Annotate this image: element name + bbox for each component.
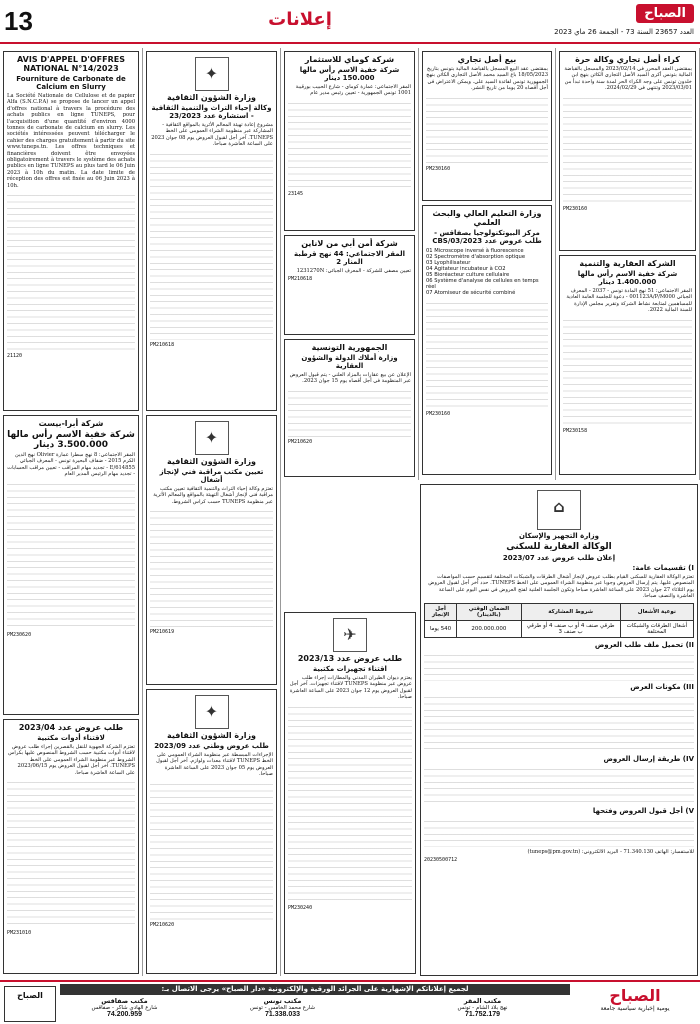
ministry-name: وزارة التجهيز والإسكان: [518, 532, 600, 540]
ad-ref: PM210619: [150, 629, 175, 636]
section-heading: V) أجل قبول العروض وفتحها: [592, 806, 694, 815]
ad-appel-offres-fr: [3, 51, 139, 411]
table-header-row: [425, 603, 694, 620]
ad-housing-agency: [420, 484, 698, 976]
ad-text-block: [424, 765, 694, 805]
ad-ref: PM230160: [426, 411, 451, 417]
ad-title: الجمهورية التونسية: [311, 343, 388, 352]
page-footer: [0, 980, 700, 1024]
office-sfax: [62, 997, 187, 1018]
ad-subtitle: لاقتناء أدوات مكتبية: [37, 734, 105, 742]
office-address: شارع محمد الخامس - تونس: [249, 1005, 316, 1011]
list-item: 05 Bioréacteur culture cellulaire: [426, 272, 510, 278]
ad-subtitle: المقر الاجتماعي: 44 نهج قرطبة المنار 2: [293, 250, 406, 266]
brand-tagline: يومية إخبارية سياسية جامعة: [600, 1005, 670, 1012]
ad-body: المقر الاجتماعي: عمارة كوماي - شارع الحبيب بورقيبة 1001 تونس الجمهورية - تعيين رئيس مدير عام: [295, 84, 411, 97]
list-item: 07 Atomiseur de sécurité combiné: [426, 290, 516, 296]
office-name: مكتب صفاقس: [101, 997, 148, 1005]
ad-body: La Société Nationale de Cellulose et de papier Alfa (S.N.C.P.A) se propose de lancer un appel d'offres national à travers la procédure des achats publics en ligne TUNEPS, pour l'acquisition d'une quantité d'environ 4000 tonnes de carbonate de calcium en slurry. Les sociétés intéressées peuvent télécharger le cahier des charges gratuitement à partir du site www.tuneps.tn. Les offres techniques et financières doivent être envoyées obligatoirement à travers le système des achats publics en ligne TUNEPS au plus tard le 06 Juin 2023 à 10h du matin. La date limite de réception des offres est fixée au 06 Juin 2023 à 10h.: [7, 93, 135, 189]
office-address: نهج بلاد الشام - تونس: [457, 1005, 508, 1011]
ad-title: طلب عروض عدد 2023/13: [297, 654, 403, 663]
section-heading: IV) طريقة إرسال العروض: [603, 754, 694, 763]
table-header-cell: الضمان الوقتي (بالدينار): [457, 603, 521, 620]
ad-text-block: [563, 316, 692, 426]
ad-text-block: [424, 651, 694, 681]
ad-ref: PM231010: [7, 930, 32, 937]
ad-subtitle: شركة خفية الاسم رأس مالها 1.400.000 دينار: [577, 270, 678, 286]
ad-ref: 20230500712: [424, 857, 458, 864]
office-address: شارع الهادي شاكر - صفاقس: [91, 1005, 158, 1011]
ad-ref: 21120: [7, 353, 23, 360]
ad-state-property: [284, 339, 415, 477]
ad-text-block: [424, 693, 694, 753]
column-5: [556, 48, 700, 480]
column-1: [0, 48, 143, 976]
ad-company-notice: [3, 415, 139, 715]
table-cell: 200.000.000: [457, 620, 521, 637]
ad-body: الإجراءات المبسطة عبر منظومة الشراء العمومي على الخط TUNEPS لاقتناء معدات ولوازم. آخر أجل لقبول العروض يوم 05 جوان 2023 على الساعة العاشرة صباحا.: [156, 752, 273, 778]
ad-lease: [559, 51, 696, 251]
ad-body: الإعلان عن بيع عقارات بالمزاد العلني - يتم قبول العروض عبر المنظومة في أجل أقصاه يوم 15 جوان 2023.: [289, 372, 411, 385]
ministry-emblem-icon: ✦: [195, 57, 229, 91]
ad-body: مشروع إعادة تهيئة المعالم الأثرية بالمواقع الثقافية - المشاركة عبر منظومة الشراء العمومي على الخط TUNEPS. آخر أجل لقبول العروض يوم 08 جوان 2023 على الساعة العاشرة صباحا.: [151, 122, 273, 148]
ad-ref: PM210618: [150, 341, 175, 348]
table-cell: أشغال الطرقات والشبكات المختلفة: [620, 620, 693, 637]
ad-ref: 23145: [288, 190, 304, 197]
footer-contact-banner: لجميع إعلاناتكم الإشهارية على الجرائد الورقية والإلكترونية «دار الصباح» يرجى الاتصال بـ:: [60, 984, 570, 995]
ad-subtitle: طلب عروض وطني عدد 2023/09: [154, 742, 269, 750]
ad-title: الشركة العقارية والتنمية: [579, 259, 676, 268]
column-4: [419, 48, 556, 480]
table-row: [425, 620, 694, 637]
ad-body: تعيين مصفي للشركة - المعرف الجبائي: 1231270N: [296, 268, 411, 274]
ad-text-block: [426, 94, 548, 164]
ad-text-block: [563, 94, 692, 204]
ad-biotech-center: [422, 205, 552, 475]
header-rule: [0, 42, 700, 44]
ad-title: وزارة الشؤون الثقافية: [166, 457, 257, 466]
section-title: إعلانات: [268, 9, 332, 30]
ad-ref: PM230160: [563, 205, 588, 212]
brand-name: الصباح: [609, 986, 661, 1005]
lots-table: [424, 603, 694, 638]
column-2: [143, 48, 281, 976]
ad-subtitle: شركة خفية الاسم رأس مالها 3.500.000 دينار: [7, 430, 135, 450]
page-number: 13: [4, 6, 33, 36]
newspaper-logo: [574, 986, 696, 1022]
ad-text-block: [426, 299, 548, 409]
ad-subtitle: وكالة إحياء التراث والتنمية الثقافية - استشارة عدد 23/2023: [151, 104, 272, 120]
brand-logo: الصباح: [636, 4, 694, 23]
ad-business-sale: [422, 51, 552, 201]
list-item: 03 Lyophilisateur: [426, 260, 471, 266]
ad-title: شركة أمن أبي من لاناين: [301, 239, 398, 248]
agency-logo-icon: ⌂: [537, 490, 581, 530]
ad-subtitle: وزارة أملاك الدولة والشؤون العقارية: [301, 354, 398, 370]
ad-text-block: [150, 507, 273, 627]
newspaper-logo-small: الصباح: [4, 986, 56, 1022]
ad-text-block: [7, 480, 135, 630]
ad-culture-3: [146, 689, 277, 974]
ad-title: AVIS D'APPEL D'OFFRES NATIONAL N°14/2023: [17, 55, 125, 73]
ad-text-block: [150, 150, 273, 340]
table-header-cell: أجل الإنجاز: [425, 603, 457, 620]
ad-ref: PM210618: [288, 276, 313, 283]
table-header-cell: شروط المشاركة: [521, 603, 620, 620]
ad-ref: PM210620: [288, 438, 313, 445]
ad-title: شركة كوماي للاستثمار: [304, 55, 395, 64]
list-item: 04 Agitateur incubateur à CO2: [426, 266, 506, 272]
ad-title: طلب عروض عدد 2023/04: [18, 723, 124, 732]
ad-body: المقر الاجتماعي: 8 نهج سطرا عمارة Olivier نهج الدين الكرم 2015 - ضفاف البحيرة تونس - المعرف الجبائي 614855/E - تجديد مهام المراقب - تعيين مراقب الحسابات - تجديد مهام الرئيس المدير العام: [7, 452, 135, 478]
ad-tender-notice: [3, 719, 139, 974]
ad-title: وزارة الشؤون الثقافية: [166, 731, 257, 740]
ad-ref: PM230620: [7, 631, 32, 638]
ad-subtitle: مركز البيوتكنولوجيا بصفاقس - طلب عروض عدد 2023/CBS/03: [432, 229, 542, 245]
ad-subtitle: شركة خفية الاسم رأس مالها 150.000 دينار: [299, 66, 400, 82]
ad-culture-1: [146, 51, 277, 411]
page-header: [0, 0, 700, 44]
issue-line: العدد 23657 السنة 73 - الجمعة 26 ماي 2023: [554, 28, 694, 36]
equipment-list: [426, 248, 548, 296]
ad-ref: PM210620: [150, 921, 175, 928]
agency-name: الوكالة العقارية للسكنى: [506, 542, 612, 552]
aviation-logo-icon: ✈: [333, 618, 367, 652]
ad-ref: PM230240: [288, 904, 313, 911]
ad-investment-company: [284, 51, 415, 231]
ad-text-block: [150, 780, 273, 920]
ad-title: كراء أصل تجاري وكالة حرة: [575, 55, 680, 64]
list-item: 02 Spectromètre d'absorption optique: [426, 254, 526, 260]
office-hq: [420, 997, 545, 1018]
ad-body: يعتزم ديوان الطيران المدني والمطارات إجراء طلب عروض عبر منظومة TUNEPS لاقتناء تجهيزات. آخر أجل لقبول العروض يوم 12 جوان 2023 على الساعة العاشرة صباحا.: [289, 675, 412, 701]
table-cell: 540 يوما: [425, 620, 457, 637]
ad-liquidation: [284, 235, 415, 335]
ad-body: بمقتضى عقد البيع المسجل بالقباضة المالية بتونس بتاريخ 18/05/2023 باع السيد محمد الأصل التجاري الكائن بنهج الجمهورية تونس لفائدة السيد علي. ويمكن الاعتراض في أجل أقصاه 20 يوما من تاريخ النشر.: [426, 66, 548, 92]
section-heading: II) تحميل ملف طلب العروض: [594, 640, 694, 649]
ad-subtitle: Fourniture de Carbonate de Calcium en Slurry: [16, 75, 126, 91]
ad-civil-aviation: [284, 612, 416, 974]
ad-body: تعتزم وكالة إحياء التراث والتنمية الثقافية تعيين مكتب مراقبة فني لإنجاز أشغال التهيئة بالمواقع والمعالم الأثرية عبر منظومة TUNEPS حسب كراس الشروط.: [153, 486, 273, 505]
ad-text-block: [424, 817, 694, 847]
office-phone: 74.200.959: [106, 1011, 143, 1018]
ad-culture-2: [146, 415, 277, 685]
office-name: مكتب المقر: [463, 997, 502, 1005]
ministry-emblem-icon: ✦: [195, 421, 229, 455]
ad-body: تعتزم الوكالة العقارية للسكنى القيام بطلب عروض لإنجاز أشغال الطرقات والشبكات المختلفة لتقسيم حسب المواصفات المنصوص عليها. يتم إرسال العروض وجوبا عبر منظومة الشراء العمومي على الخط TUNEPS. حدد آخر أجل لقبول العروض يوم الثلاثاء 27 جوان 2023 على الساعة العاشرة صباحا وتكون الجلسة العلنية لفتح العروض في نفس اليوم على الساعة العاشرة والنصف صباحا.: [428, 574, 694, 600]
ad-ref: PM230160: [426, 165, 451, 172]
office-tunis: [220, 997, 345, 1018]
ad-title: بيع أصل تجاري: [457, 55, 517, 64]
ad-text-block: [288, 703, 412, 903]
ad-text-block: [288, 99, 411, 189]
ad-subtitle: اقتناء تجهيزات مكتبية: [313, 665, 387, 673]
list-item: 01 Microscope inversé à fluorescence: [426, 248, 524, 254]
ad-body: تعتزم الشركة الجهوية للنقل بالقصرين إجراء طلب عروض لاقتناء أدوات مكتبية حسب الشروط المنصوص عليها بكراس الشروط عبر منظومة الشراء العمومي على الخط TUNEPS. آخر أجل لقبول العروض يوم 2023/06/15 على الساعة العاشرة صباحا.: [8, 744, 135, 776]
table-header-cell: نوعية الأشغال: [620, 603, 693, 620]
ad-title: وزارة التعليم العالي والبحث العلمي: [432, 209, 542, 227]
ad-title: شركة أبرا-بيست: [38, 419, 104, 428]
list-item: 06 Système d'analyse de cellules en temps réel: [426, 278, 539, 290]
section-heading: I) تقسيمات عامة:: [632, 564, 694, 572]
masthead: [494, 2, 694, 40]
ad-text-block: [7, 191, 135, 351]
ad-title: وزارة الشؤون الثقافية: [166, 93, 257, 102]
contact-line: للاستفسار: الهاتف 71.340.130 - البريد الالكتروني: (tuneps@pm.gov.tn): [527, 848, 694, 855]
office-phone: 71.338.033: [264, 1011, 301, 1018]
ad-text-block: [7, 778, 135, 928]
ministry-emblem-icon: ✦: [195, 695, 229, 729]
table-cell: طرقي صنف 4 أو ب صنف 4 أو طرقي ب صنف 3: [521, 620, 620, 637]
office-name: مكتب تونس: [263, 997, 302, 1005]
section-heading: III) مكونات العرض: [630, 682, 694, 691]
ad-body: بمقتضى العقد المحرر في 2023/02/14 والمسجل بالقباضة المالية بتونس أكرى السيد الأصل التجاري الكائن بنهج ابن خلدون تونس على وجه الكراء الحر لمدة سنة واحدة تبدأ من 2023/03/01 وتنتهي في 2024/02/29.: [564, 66, 692, 92]
column-3: [281, 48, 419, 480]
ad-body: المقر الاجتماعي: 51 نهج المادة تونس - 2037 - المعرف الجبائي 001123A/P/M000 - دعوة للجلسة العامة العادية للمساهمين لمتابعة نشاط الشركة وتقرير مجلس الإدارة للسنة المالية 2022.: [566, 288, 692, 314]
ad-subtitle: تعيين مكتب مراقبة فني لإنجاز أشغال: [159, 468, 264, 484]
ad-real-estate-company: [559, 255, 696, 475]
notice-title: إعلان طلب عروض عدد 2023/07: [502, 554, 616, 562]
ad-ref: PM230158: [563, 427, 588, 434]
office-phone: 71.752.179: [464, 1011, 501, 1018]
ad-text-block: [288, 387, 411, 437]
